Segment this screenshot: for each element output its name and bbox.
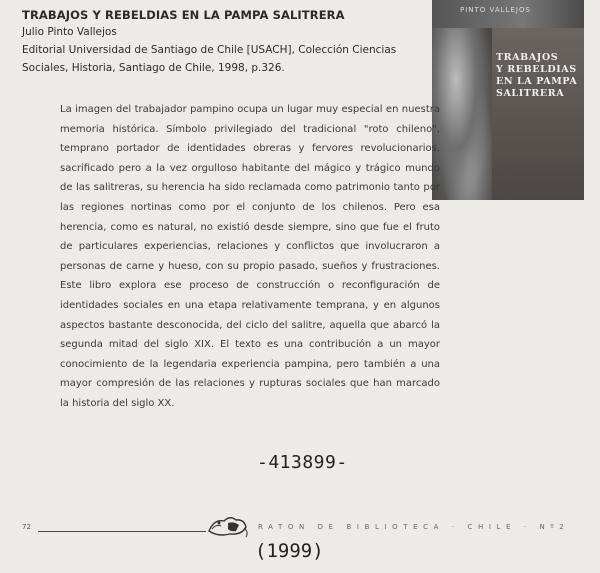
handwritten-year: (1999) — [255, 540, 324, 562]
cover-title-line: SALITRERA — [496, 88, 565, 99]
publisher-line-2: Sociales, Historia, Santiago de Chile, 1998, p.326. — [22, 62, 285, 74]
running-head: RATON DE BIBLIOTECA · CHILE · Nº2 — [258, 523, 570, 531]
handwritten-catalog-number: -413899- — [257, 452, 348, 473]
mouse-logo-icon — [206, 511, 250, 539]
footer-rule — [38, 531, 206, 532]
book-title: TRABAJOS Y REBELDIAS EN LA PAMPA SALITRERA — [22, 8, 345, 22]
page-number: 72 — [22, 523, 31, 531]
book-author: Julio Pinto Vallejos — [22, 26, 117, 38]
cover-photo — [432, 28, 492, 200]
citation-header — [22, 6, 422, 77]
cover-title-line: TRABAJOS — [496, 52, 559, 63]
publisher-line-1: Editorial Universidad de Santiago de Chile [USACH], Colección Ciencias — [22, 44, 397, 56]
cover-series-label: PINTO VALLEJOS — [460, 6, 531, 14]
cover-top-band — [432, 0, 584, 28]
book-cover-image — [432, 0, 584, 200]
review-text: La imagen del trabajador pampino ocupa un lugar muy especial en nuestra memoria histórica. Símbolo privilegiado del tradicional "roto chileno", temprano portador de identidades obreras y fervores revolucionarios, sacrificado pero a la vez orgulloso habitante del mágico y trágico mundo de las salitreras, su herencia ha sido reclamada como patrimonio tanto por las regiones nortinas como por el conjunto de los chilenos. Pero esa herencia, como es natural, no existió desde siempre, sino que fue el fruto de particulares experiencias, relaciones y conflictos que involucraron a personas de carne y hueso, con su propio pasado, sueños y frustraciones. Este libro explora ese proceso de construcción o reconfiguración de identidades sociales en una etapa relativamente temprana, y en algunos aspectos bastante desconocida, del ciclo del salitre, aquella que abarcó la segunda mitad del siglo XIX. El texto es una contribución a un mayor conocimiento de la legendaria experiencia pampina, pero también a una mayor compresión de las relaciones y rupturas sociales que han marcado la historia del siglo XX. — [60, 104, 440, 409]
cover-title — [496, 52, 582, 100]
cover-title-line: EN LA PAMPA — [496, 76, 578, 87]
cover-title-line: Y REBELDIAS — [496, 64, 577, 75]
